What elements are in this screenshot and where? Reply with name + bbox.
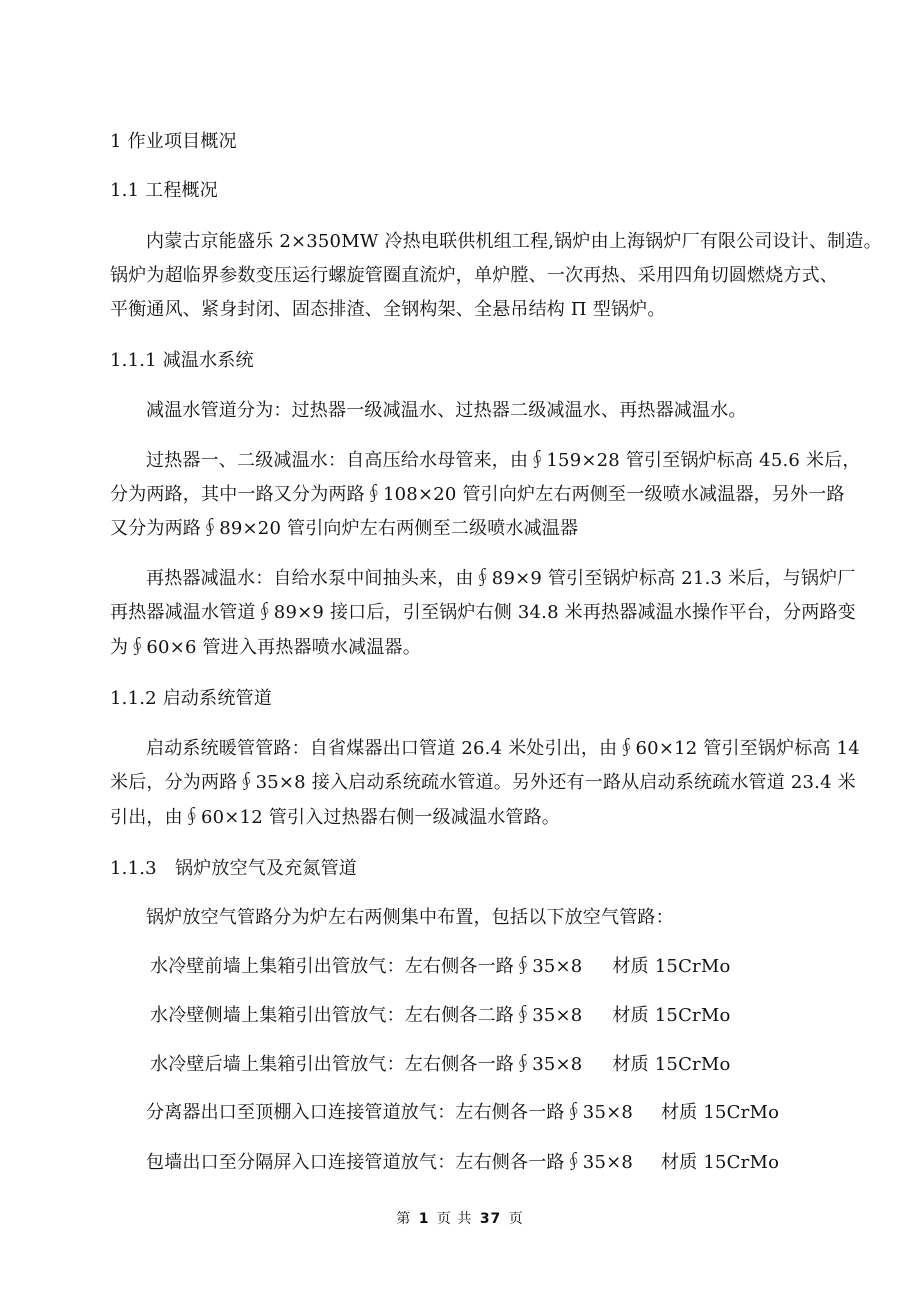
paragraph-line: 平衡通风、紧身封闭、固态排渣、全钢构架、全悬吊结构 Π 型锅炉。 — [110, 299, 666, 320]
footer-suffix: 页 — [508, 1211, 524, 1227]
vent-item — [146, 1151, 779, 1175]
vent-item-desc: 水冷壁侧墙上集箱引出管放气：左右侧各二路∮35×8 — [150, 1005, 583, 1026]
vent-item — [146, 1101, 779, 1125]
paragraph-line: 分为两路，其中一路又分为两路∮108×20 管引向炉左右两侧至一级喷水减温器，另外一路 — [110, 484, 845, 505]
heading-1-1: 1.1 工程概况 — [110, 180, 218, 201]
page-number: 1 — [418, 1211, 430, 1227]
paragraph-line: 再热器减温水：自给水泵中间抽头来，由∮89×9 管引至锅炉标高 21.3 米后，与锅炉厂 — [146, 568, 856, 589]
vent-item-desc: 水冷壁后墙上集箱引出管放气：左右侧各一路∮35×8 — [150, 1054, 583, 1075]
footer-middle: 页 共 — [436, 1211, 473, 1227]
vent-item-desc: 分离器出口至顶棚入口连接管道放气：左右侧各一路∮35×8 — [146, 1102, 634, 1123]
paragraph-line: 锅炉为超临界参数变压运行螺旋管圈直流炉，单炉膛、一次再热、采用四角切圆燃烧方式、 — [110, 265, 838, 286]
page-total: 37 — [479, 1211, 502, 1227]
paragraph-line: 又分为两路∮89×20 管引向炉左右两侧至二级喷水减温器 — [110, 518, 579, 539]
page-footer — [0, 1210, 920, 1228]
paragraph-line: 减温水管道分为：过热器一级减温水、过热器二级减温水、再热器减温水。 — [146, 400, 747, 421]
vent-item — [150, 955, 731, 979]
paragraph-line: 启动系统暖管管路：自省煤器出口管道 26.4 米处引出，由∮60×12 管引至锅炉标高 14 — [146, 738, 860, 759]
paragraph-line: 米后，分为两路∮35×8 接入启动系统疏水管道。另外还有一路从启动系统疏水管道 23.4 米 — [110, 772, 856, 793]
vent-item — [150, 1004, 731, 1028]
vent-item-material: 材质 15CrMo — [661, 1152, 780, 1173]
paragraph-line: 为∮60×6 管进入再热器喷水减温器。 — [110, 637, 421, 658]
vent-item — [150, 1053, 731, 1077]
paragraph-line: 引出，由∮60×12 管引入过热器右侧一级减温水管路。 — [110, 807, 561, 828]
vent-item-material: 材质 15CrMo — [612, 956, 731, 977]
vent-item-desc: 包墙出口至分隔屏入口连接管道放气：左右侧各一路∮35×8 — [146, 1152, 634, 1173]
paragraph-line: 再热器减温水管道∮89×9 接口后，引至锅炉右侧 34.8 米再热器减温水操作平台，分两路变 — [110, 602, 856, 623]
vent-item-material: 材质 15CrMo — [661, 1102, 780, 1123]
heading-1: 1 作业项目概况 — [110, 131, 237, 152]
paragraph-line: 锅炉放空气管路分为炉左右两侧集中布置，包括以下放空气管路： — [146, 907, 674, 928]
vent-item-material: 材质 15CrMo — [612, 1005, 731, 1026]
footer-prefix: 第 — [396, 1211, 412, 1227]
paragraph-line: 过热器一、二级减温水：自高压给水母管来，由∮159×28 管引至锅炉标高 45.6 米后， — [146, 450, 861, 471]
heading-1-1-2: 1.1.2 启动系统管道 — [110, 688, 272, 709]
vent-item-material: 材质 15CrMo — [612, 1054, 731, 1075]
heading-1-1-3: 1.1.3 锅炉放空气及充氮管道 — [110, 858, 357, 879]
heading-1-1-1: 1.1.1 减温水系统 — [110, 350, 254, 371]
vent-item-desc: 水冷壁前墙上集箱引出管放气：左右侧各一路∮35×8 — [150, 956, 583, 977]
paragraph-line: 内蒙古京能盛乐 2×350MW 冷热电联供机组工程,锅炉由上海锅炉厂有限公司设计、制造。 — [146, 231, 882, 252]
